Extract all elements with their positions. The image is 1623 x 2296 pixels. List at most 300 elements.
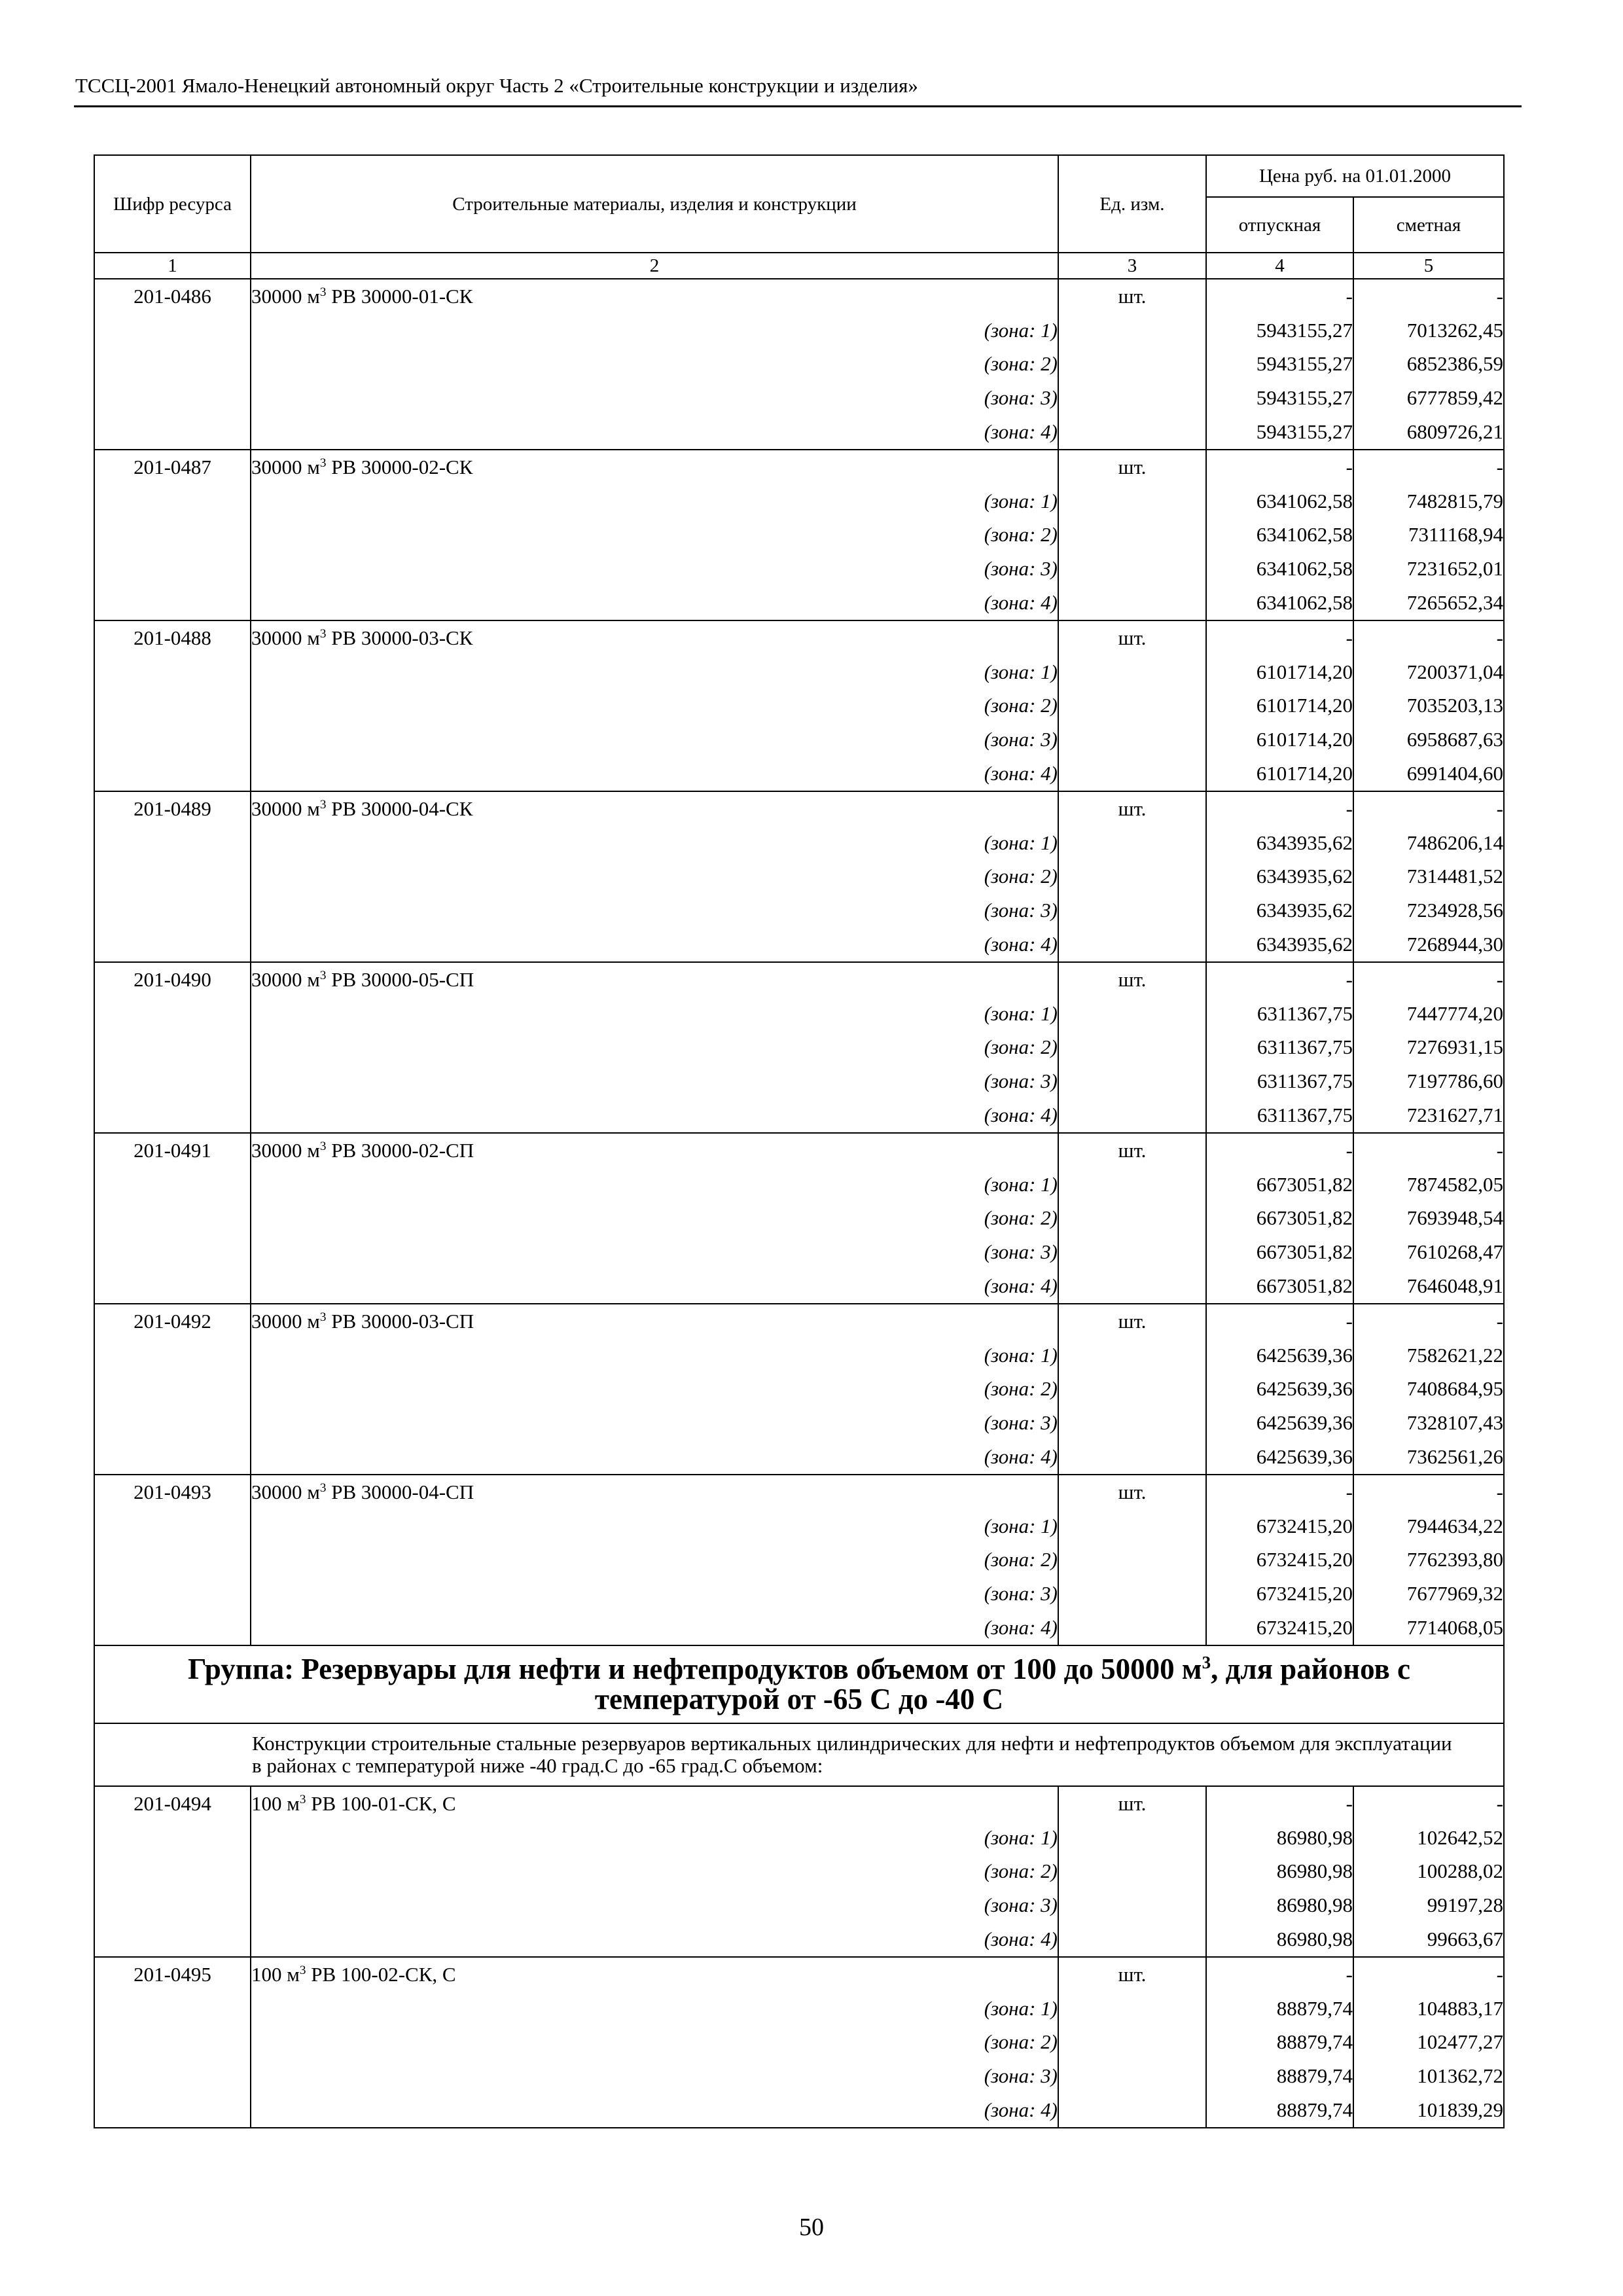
zone-estimate-price: 99663,67 xyxy=(1353,1922,1504,1957)
zone-unit-cell xyxy=(1058,314,1206,348)
zone-release-price: 86980,98 xyxy=(1206,1854,1353,1888)
zone-row xyxy=(94,1509,1504,1543)
zone-code-cell xyxy=(94,1821,251,1855)
zone-row xyxy=(94,552,1504,586)
zone-code-cell xyxy=(94,1854,251,1888)
zone-unit-cell xyxy=(1058,1821,1206,1855)
zone-release-price: 88879,74 xyxy=(1206,1992,1353,2026)
zone-estimate-price: 6852386,59 xyxy=(1353,348,1504,382)
column-number: 2 xyxy=(251,253,1058,279)
zone-estimate-price: 99197,28 xyxy=(1353,1888,1504,1922)
zone-release-price: 6673051,82 xyxy=(1206,1202,1353,1236)
resource-unit: шт. xyxy=(1058,1786,1206,1821)
price-table xyxy=(94,154,1505,2128)
resource-unit: шт. xyxy=(1058,620,1206,655)
zone-unit-cell xyxy=(1058,1854,1206,1888)
zone-row xyxy=(94,1992,1504,2026)
zone-label: (зона: 2) xyxy=(251,2025,1058,2059)
column-number: 5 xyxy=(1353,253,1504,279)
release-price: - xyxy=(1206,1304,1353,1338)
zone-unit-cell xyxy=(1058,1098,1206,1133)
zone-release-price: 6732415,20 xyxy=(1206,1577,1353,1611)
resource-unit: шт. xyxy=(1058,791,1206,826)
zone-unit-cell xyxy=(1058,518,1206,552)
zone-release-price: 6101714,20 xyxy=(1206,723,1353,757)
zone-unit-cell xyxy=(1058,826,1206,860)
resource-code: 201-0487 xyxy=(94,450,251,484)
zone-release-price: 5943155,27 xyxy=(1206,415,1353,450)
zone-code-cell xyxy=(94,348,251,382)
resource-name-superscript: 3 xyxy=(319,626,327,641)
zone-release-price: 6101714,20 xyxy=(1206,757,1353,791)
estimate-price: - xyxy=(1353,450,1504,484)
zone-code-cell xyxy=(94,381,251,415)
group-description-row xyxy=(94,1723,1504,1786)
zone-code-cell xyxy=(94,1543,251,1577)
resource-name-text-end: РВ 30000-04-СП xyxy=(326,1480,474,1503)
resource-name-superscript: 3 xyxy=(319,285,327,299)
zone-code-cell xyxy=(94,2093,251,2128)
zone-estimate-price: 7482815,79 xyxy=(1353,484,1504,518)
release-price: - xyxy=(1206,1133,1353,1168)
zone-label: (зона: 3) xyxy=(251,1577,1058,1611)
zone-code-cell xyxy=(94,1098,251,1133)
zone-label: (зона: 3) xyxy=(251,1235,1058,1269)
zone-estimate-price: 7200371,04 xyxy=(1353,655,1504,689)
zone-unit-cell xyxy=(1058,1406,1206,1440)
zone-code-cell xyxy=(94,655,251,689)
resource-name-text: 100 м xyxy=(251,1791,300,1815)
column-number: 4 xyxy=(1206,253,1353,279)
zone-release-price: 6341062,58 xyxy=(1206,484,1353,518)
zone-release-price: 6732415,20 xyxy=(1206,1509,1353,1543)
resource-row xyxy=(94,1133,1504,1168)
estimate-price: - xyxy=(1353,620,1504,655)
zone-label: (зона: 4) xyxy=(251,2093,1058,2128)
resource-unit: шт. xyxy=(1058,450,1206,484)
zone-code-cell xyxy=(94,927,251,962)
zone-row xyxy=(94,860,1504,894)
zone-row xyxy=(94,1168,1504,1202)
zone-estimate-price: 7234928,56 xyxy=(1353,893,1504,927)
zone-row xyxy=(94,1372,1504,1407)
zone-estimate-price: 7646048,91 xyxy=(1353,1269,1504,1304)
zone-unit-cell xyxy=(1058,655,1206,689)
zone-unit-cell xyxy=(1058,484,1206,518)
zone-unit-cell xyxy=(1058,1372,1206,1407)
zone-code-cell xyxy=(94,1269,251,1304)
column-number: 1 xyxy=(94,253,251,279)
zone-code-cell xyxy=(94,1031,251,1065)
zone-unit-cell xyxy=(1058,2025,1206,2059)
zone-row xyxy=(94,1821,1504,1855)
column-number-row xyxy=(94,253,1504,279)
resource-name xyxy=(251,279,1058,314)
zone-estimate-price: 7486206,14 xyxy=(1353,826,1504,860)
resource-name-text: 100 м xyxy=(251,1962,300,1986)
zone-row xyxy=(94,314,1504,348)
zone-release-price: 88879,74 xyxy=(1206,2059,1353,2093)
zone-code-cell xyxy=(94,484,251,518)
zone-unit-cell xyxy=(1058,1031,1206,1065)
release-price: - xyxy=(1206,1475,1353,1509)
zone-unit-cell xyxy=(1058,1168,1206,1202)
resource-unit: шт. xyxy=(1058,279,1206,314)
zone-unit-cell xyxy=(1058,1509,1206,1543)
zone-label: (зона: 1) xyxy=(251,997,1058,1031)
zone-unit-cell xyxy=(1058,757,1206,791)
column-header-price-group: Цена руб. на 01.01.2000 xyxy=(1206,155,1504,197)
group-heading xyxy=(94,1645,1504,1723)
zone-row xyxy=(94,689,1504,723)
zone-estimate-price: 7328107,43 xyxy=(1353,1406,1504,1440)
resource-unit: шт. xyxy=(1058,1475,1206,1509)
zone-label: (зона: 1) xyxy=(251,1992,1058,2026)
zone-unit-cell xyxy=(1058,2059,1206,2093)
estimate-price: - xyxy=(1353,791,1504,826)
zone-code-cell xyxy=(94,415,251,450)
zone-label: (зона: 1) xyxy=(251,1509,1058,1543)
zone-release-price: 88879,74 xyxy=(1206,2093,1353,2128)
resource-row xyxy=(94,1304,1504,1338)
zone-release-price: 6425639,36 xyxy=(1206,1440,1353,1475)
resource-name-text-end: РВ 100-02-СК, С xyxy=(306,1962,456,1986)
zone-estimate-price: 7362561,26 xyxy=(1353,1440,1504,1475)
zone-release-price: 6311367,75 xyxy=(1206,997,1353,1031)
zone-release-price: 6311367,75 xyxy=(1206,1064,1353,1098)
resource-row xyxy=(94,962,1504,997)
zone-code-cell xyxy=(94,1888,251,1922)
zone-estimate-price: 7314481,52 xyxy=(1353,860,1504,894)
zone-label: (зона: 4) xyxy=(251,1269,1058,1304)
resource-name-text-end: РВ 30000-04-СК xyxy=(326,797,473,820)
zone-row xyxy=(94,518,1504,552)
zone-release-price: 6341062,58 xyxy=(1206,518,1353,552)
zone-row xyxy=(94,1235,1504,1269)
resource-row xyxy=(94,279,1504,314)
zone-row xyxy=(94,1854,1504,1888)
zone-label: (зона: 3) xyxy=(251,552,1058,586)
zone-estimate-price: 7693948,54 xyxy=(1353,1202,1504,1236)
zone-label: (зона: 3) xyxy=(251,2059,1058,2093)
estimate-price: - xyxy=(1353,1475,1504,1509)
resource-name xyxy=(251,450,1058,484)
resource-code: 201-0493 xyxy=(94,1475,251,1509)
zone-code-cell xyxy=(94,1509,251,1543)
zone-code-cell xyxy=(94,1235,251,1269)
zone-estimate-price: 7874582,05 xyxy=(1353,1168,1504,1202)
zone-estimate-price: 100288,02 xyxy=(1353,1854,1504,1888)
column-header-name: Строительные материалы, изделия и конструкции xyxy=(251,155,1058,253)
zone-label: (зона: 3) xyxy=(251,1406,1058,1440)
zone-label: (зона: 2) xyxy=(251,1372,1058,1407)
zone-release-price: 6343935,62 xyxy=(1206,826,1353,860)
zone-release-price: 5943155,27 xyxy=(1206,381,1353,415)
zone-row xyxy=(94,757,1504,791)
zone-code-cell xyxy=(94,1922,251,1957)
zone-release-price: 6341062,58 xyxy=(1206,586,1353,620)
resource-code: 201-0488 xyxy=(94,620,251,655)
zone-estimate-price: 7276931,15 xyxy=(1353,1031,1504,1065)
zone-label: (зона: 2) xyxy=(251,1202,1058,1236)
zone-label: (зона: 2) xyxy=(251,1543,1058,1577)
zone-label: (зона: 1) xyxy=(251,314,1058,348)
zone-code-cell xyxy=(94,1168,251,1202)
zone-code-cell xyxy=(94,314,251,348)
zone-unit-cell xyxy=(1058,689,1206,723)
zone-code-cell xyxy=(94,2059,251,2093)
zone-label: (зона: 4) xyxy=(251,415,1058,450)
zone-label: (зона: 4) xyxy=(251,757,1058,791)
resource-name xyxy=(251,791,1058,826)
group-heading-superscript: 3 xyxy=(1202,1653,1211,1673)
resource-row xyxy=(94,1475,1504,1509)
column-number: 3 xyxy=(1058,253,1206,279)
zone-label: (зона: 3) xyxy=(251,1064,1058,1098)
zone-estimate-price: 7197786,60 xyxy=(1353,1064,1504,1098)
zone-estimate-price: 101362,72 xyxy=(1353,2059,1504,2093)
zone-row xyxy=(94,1338,1504,1372)
resource-unit: шт. xyxy=(1058,1133,1206,1168)
zone-release-price: 6311367,75 xyxy=(1206,1031,1353,1065)
release-price: - xyxy=(1206,791,1353,826)
zone-row xyxy=(94,655,1504,689)
resource-name xyxy=(251,1475,1058,1509)
zone-row xyxy=(94,381,1504,415)
zone-unit-cell xyxy=(1058,893,1206,927)
zone-unit-cell xyxy=(1058,1064,1206,1098)
zone-label: (зона: 2) xyxy=(251,860,1058,894)
release-price: - xyxy=(1206,450,1353,484)
resource-name-text: 30000 м xyxy=(251,967,320,991)
resource-unit: шт. xyxy=(1058,1304,1206,1338)
resource-name-text: 30000 м xyxy=(251,1138,320,1162)
resource-name-text: 30000 м xyxy=(251,284,320,308)
group-description xyxy=(94,1723,1504,1786)
group-heading-text: Группа: Резервуары для нефти и нефтепродуктов объемом от 100 до 50000 м xyxy=(188,1653,1202,1686)
estimate-price: - xyxy=(1353,962,1504,997)
resource-name-superscript: 3 xyxy=(299,1963,306,1977)
zone-row xyxy=(94,1098,1504,1133)
zone-code-cell xyxy=(94,2025,251,2059)
zone-code-cell xyxy=(94,826,251,860)
zone-code-cell xyxy=(94,518,251,552)
resource-code: 201-0495 xyxy=(94,1957,251,1992)
zone-row xyxy=(94,586,1504,620)
zone-label: (зона: 4) xyxy=(251,1098,1058,1133)
zone-estimate-price: 7944634,22 xyxy=(1353,1509,1504,1543)
resource-name-text-end: РВ 30000-01-СК xyxy=(326,284,473,308)
resource-row xyxy=(94,1786,1504,1821)
zone-release-price: 6343935,62 xyxy=(1206,860,1353,894)
zone-label: (зона: 2) xyxy=(251,1031,1058,1065)
zone-estimate-price: 104883,17 xyxy=(1353,1992,1504,2026)
zone-estimate-price: 7677969,32 xyxy=(1353,1577,1504,1611)
zone-code-cell xyxy=(94,893,251,927)
zone-row xyxy=(94,1543,1504,1577)
group-description-text: Конструкции строительные стальные резервуаров вертикальных цилиндрических для нефти и нефтепродуктов объемом для эксплуатации в районах с температурой ниже -40 град.С до -65 град.С объемом: xyxy=(252,1731,1452,1777)
zone-release-price: 6673051,82 xyxy=(1206,1168,1353,1202)
resource-name-text: 30000 м xyxy=(251,626,320,649)
zone-row xyxy=(94,893,1504,927)
zone-estimate-price: 7610268,47 xyxy=(1353,1235,1504,1269)
zone-estimate-price: 101839,29 xyxy=(1353,2093,1504,2128)
zone-release-price: 5943155,27 xyxy=(1206,314,1353,348)
zone-estimate-price: 7311168,94 xyxy=(1353,518,1504,552)
column-header-code: Шифр ресурса xyxy=(94,155,251,253)
zone-estimate-price: 7265652,34 xyxy=(1353,586,1504,620)
zone-row xyxy=(94,1406,1504,1440)
zone-code-cell xyxy=(94,1202,251,1236)
zone-label: (зона: 1) xyxy=(251,484,1058,518)
zone-code-cell xyxy=(94,1611,251,1645)
resource-unit: шт. xyxy=(1058,1957,1206,1992)
zone-unit-cell xyxy=(1058,415,1206,450)
zone-unit-cell xyxy=(1058,1611,1206,1645)
resource-name-superscript: 3 xyxy=(319,968,327,982)
zone-row xyxy=(94,2025,1504,2059)
zone-row xyxy=(94,997,1504,1031)
zone-release-price: 6673051,82 xyxy=(1206,1269,1353,1304)
estimate-price: - xyxy=(1353,1957,1504,1992)
zone-row xyxy=(94,1440,1504,1475)
resource-code: 201-0490 xyxy=(94,962,251,997)
zone-estimate-price: 7231652,01 xyxy=(1353,552,1504,586)
zone-row xyxy=(94,1064,1504,1098)
column-header-release: отпускная xyxy=(1206,197,1353,253)
zone-unit-cell xyxy=(1058,1269,1206,1304)
resource-code: 201-0494 xyxy=(94,1786,251,1821)
zone-release-price: 6343935,62 xyxy=(1206,893,1353,927)
column-header-estimate: сметная xyxy=(1353,197,1504,253)
resource-row xyxy=(94,620,1504,655)
zone-label: (зона: 1) xyxy=(251,826,1058,860)
resource-code: 201-0486 xyxy=(94,279,251,314)
zone-estimate-price: 7714068,05 xyxy=(1353,1611,1504,1645)
resource-name-superscript: 3 xyxy=(319,797,327,812)
resource-name-text-end: РВ 30000-03-СП xyxy=(326,1309,474,1333)
zone-unit-cell xyxy=(1058,1440,1206,1475)
zone-code-cell xyxy=(94,1577,251,1611)
release-price: - xyxy=(1206,1957,1353,1992)
resource-name-text: 30000 м xyxy=(251,1309,320,1333)
zone-code-cell xyxy=(94,723,251,757)
resource-row xyxy=(94,1957,1504,1992)
zone-estimate-price: 102477,27 xyxy=(1353,2025,1504,2059)
zone-label: (зона: 1) xyxy=(251,1338,1058,1372)
zone-label: (зона: 4) xyxy=(251,1611,1058,1645)
zone-release-price: 6732415,20 xyxy=(1206,1543,1353,1577)
resource-row xyxy=(94,450,1504,484)
zone-code-cell xyxy=(94,1064,251,1098)
zone-code-cell xyxy=(94,1372,251,1407)
release-price: - xyxy=(1206,279,1353,314)
resource-name-text-end: РВ 30000-02-СП xyxy=(326,1138,474,1162)
zone-release-price: 6101714,20 xyxy=(1206,689,1353,723)
zone-release-price: 6425639,36 xyxy=(1206,1372,1353,1407)
release-price: - xyxy=(1206,1786,1353,1821)
column-header-unit: Ед. изм. xyxy=(1058,155,1206,253)
zone-estimate-price: 6958687,63 xyxy=(1353,723,1504,757)
zone-label: (зона: 3) xyxy=(251,723,1058,757)
zone-estimate-price: 102642,52 xyxy=(1353,1821,1504,1855)
resource-name-superscript: 3 xyxy=(319,1139,327,1153)
resource-code: 201-0489 xyxy=(94,791,251,826)
zone-row xyxy=(94,826,1504,860)
release-price: - xyxy=(1206,620,1353,655)
zone-estimate-price: 7231627,71 xyxy=(1353,1098,1504,1133)
zone-row xyxy=(94,415,1504,450)
zone-label: (зона: 4) xyxy=(251,927,1058,962)
resource-name xyxy=(251,1133,1058,1168)
zone-release-price: 88879,74 xyxy=(1206,2025,1353,2059)
zone-row xyxy=(94,1888,1504,1922)
resource-unit: шт. xyxy=(1058,962,1206,997)
zone-estimate-price: 7035203,13 xyxy=(1353,689,1504,723)
zone-unit-cell xyxy=(1058,552,1206,586)
zone-row xyxy=(94,1031,1504,1065)
release-price: - xyxy=(1206,962,1353,997)
resource-name-text-end: РВ 30000-05-СП xyxy=(326,967,474,991)
group-heading-row xyxy=(94,1645,1504,1723)
zone-code-cell xyxy=(94,997,251,1031)
zone-row xyxy=(94,1269,1504,1304)
zone-release-price: 6673051,82 xyxy=(1206,1235,1353,1269)
zone-row xyxy=(94,2059,1504,2093)
resource-name xyxy=(251,1304,1058,1338)
group-heading-text-end: , для районов с температурой от -65 С до -40 С xyxy=(594,1653,1410,1716)
page-number: 50 xyxy=(799,2214,824,2241)
zone-label: (зона: 2) xyxy=(251,1854,1058,1888)
zone-label: (зона: 1) xyxy=(251,655,1058,689)
zone-label: (зона: 3) xyxy=(251,893,1058,927)
zone-unit-cell xyxy=(1058,2093,1206,2128)
zone-estimate-price: 7268944,30 xyxy=(1353,927,1504,962)
page-header: ТССЦ-2001 Ямало-Ненецкий автономный округ Часть 2 «Строительные конструкции и изделия» xyxy=(75,74,918,97)
zone-label: (зона: 1) xyxy=(251,1821,1058,1855)
zone-label: (зона: 4) xyxy=(251,1440,1058,1475)
zone-unit-cell xyxy=(1058,381,1206,415)
zone-code-cell xyxy=(94,1406,251,1440)
zone-release-price: 6425639,36 xyxy=(1206,1406,1353,1440)
estimate-price: - xyxy=(1353,1304,1504,1338)
zone-code-cell xyxy=(94,552,251,586)
zone-unit-cell xyxy=(1058,1992,1206,2026)
zone-unit-cell xyxy=(1058,1577,1206,1611)
zone-estimate-price: 7013262,45 xyxy=(1353,314,1504,348)
header-rule xyxy=(74,105,1522,107)
estimate-price: - xyxy=(1353,1133,1504,1168)
zone-unit-cell xyxy=(1058,1888,1206,1922)
zone-code-cell xyxy=(94,689,251,723)
zone-release-price: 6101714,20 xyxy=(1206,655,1353,689)
zone-unit-cell xyxy=(1058,723,1206,757)
zone-row xyxy=(94,348,1504,382)
zone-release-price: 6343935,62 xyxy=(1206,927,1353,962)
zone-label: (зона: 4) xyxy=(251,1922,1058,1957)
zone-estimate-price: 6777859,42 xyxy=(1353,381,1504,415)
zone-estimate-price: 7582621,22 xyxy=(1353,1338,1504,1372)
zone-row xyxy=(94,723,1504,757)
zone-row xyxy=(94,484,1504,518)
zone-unit-cell xyxy=(1058,1202,1206,1236)
zone-row xyxy=(94,1202,1504,1236)
zone-unit-cell xyxy=(1058,1922,1206,1957)
resource-name-text: 30000 м xyxy=(251,797,320,820)
zone-code-cell xyxy=(94,1440,251,1475)
zone-label: (зона: 2) xyxy=(251,348,1058,382)
resource-name-text-end: РВ 30000-03-СК xyxy=(326,626,473,649)
